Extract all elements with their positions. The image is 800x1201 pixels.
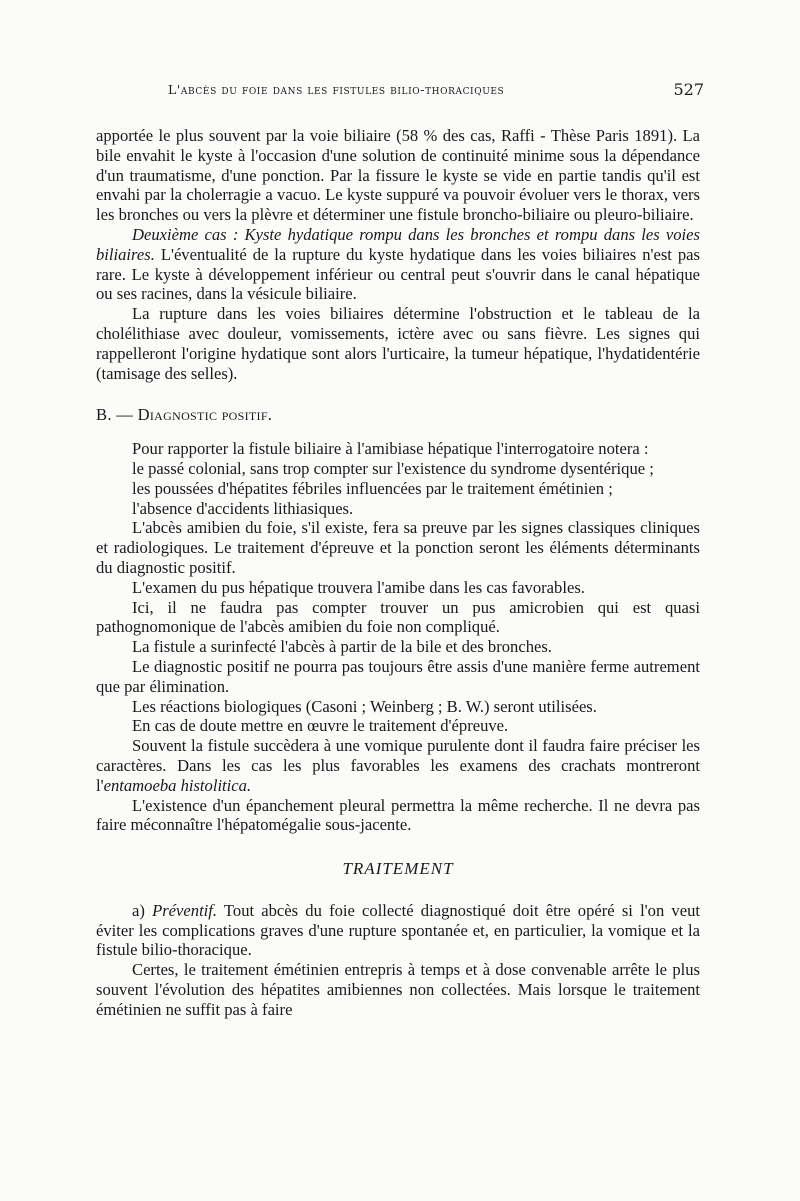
paragraph-deuxieme-cas	[96, 225, 700, 304]
case-text: L'éventualité de la rupture du kyste hydatique dans les voies biliaires n'est pas rare. Le kyste à développement inférieur ou central peut s'ouvrir dans le canal hépatique ou ses racines, dans la vésicule biliaire.	[96, 244, 700, 304]
list-item-passe-colonial: le passé colonial, sans trop compter sur l'existence du syndrome dysentérique ;	[132, 458, 654, 478]
body-text	[96, 126, 700, 1020]
paragraph-reactions: Les réactions biologiques (Casoni ; Weinberg ; B. W.) seront utilisées.	[132, 696, 597, 716]
list-item-poussees: les poussées d'hépatites fébriles influencées par le traitement émétinien ;	[132, 478, 613, 498]
paragraph-elimination: Le diagnostic positif ne pourra pas toujours être assis d'une manière ferme autrement que par élimination.	[96, 656, 700, 696]
paragraph-epanchement: L'existence d'un épanchement pleural permettra la même recherche. Il ne devra pas faire méconnaître l'hépatomégalie sous-jacente.	[96, 795, 700, 835]
case-title: Deuxième cas : Kyste hydatique rompu dans les bronches et rompu dans les voies biliaires.	[96, 224, 700, 264]
page-number: 527	[673, 80, 704, 99]
paragraph-doute: En cas de doute mettre en œuvre le traitement d'épreuve.	[132, 716, 509, 736]
section-heading-diagnostic: B. — Diagnostic positif.	[96, 405, 273, 425]
entamoeba-term: entamoeba histolitica.	[103, 775, 252, 795]
list-item-absence: l'absence d'accidents lithiasiques.	[132, 498, 354, 518]
paragraph-examen-pus: L'examen du pus hépatique trouvera l'amibe dans les cas favorables.	[132, 577, 585, 597]
paragraph-surinfection: La fistule a surinfecté l'abcès à partir de la bile et des bronches.	[132, 637, 552, 657]
preventif-text: Tout abcès du foie collecté diagnostiqué doit être opéré si l'on veut éviter les complications graves d'une rupture spontanée et, en particulier, la vomique et la fistule bilio-thoracique.	[96, 900, 701, 960]
preventif-label: a)	[132, 900, 153, 920]
paragraph-pus-amicrobien: Ici, il ne faudra pas compter trouver un pus amicrobien qui est quasi pathognomonique de l'abcès amibien du foie non compliqué.	[96, 597, 700, 637]
vomique-text: Souvent la fistule succèdera à une vomique purulente dont il faudra faire préciser les caractères. Dans les cas les plus favorables les examens des crachats montreront l'	[96, 736, 700, 795]
running-title: L'abcès du foie dans les fistules bilio-thoraciques	[168, 82, 505, 97]
running-head	[96, 80, 704, 104]
paragraph-interrogatoire: Pour rapporter la fistule biliaire à l'amibiase hépatique l'interrogatoire notera :	[132, 439, 649, 459]
paragraph-preventif	[96, 901, 700, 960]
paragraph-certes: Certes, le traitement émétinien entrepris à temps et à dose convenable arrête le plus souvent l'évolution des hépatites amibiennes non collectées. Mais lorsque le traitement émétinien ne suffit pas à faire	[96, 960, 700, 1019]
paragraph-vomique	[96, 736, 700, 795]
paragraph-rupture: La rupture dans les voies biliaires détermine l'obstruction et le tableau de la cholélithiase avec douleur, vomissements, ictère avec ou sans fièvre. Les signes qui rappelleront l'origine hydatique sont alors l'urticaire, la tumeur hépatique, l'hydatidentérie (tamisage des selles).	[96, 304, 700, 383]
preventif-term: Préventif.	[152, 900, 218, 920]
paragraph-continuation: apportée le plus souvent par la voie biliaire (58 % des cas, Raffi - Thèse Paris 1891). La bile envahit le kyste à l'occasion d'une solution de continuité minime sous la dépendance d'un traumatisme, d'une ponction. Par la fissure le kyste se vide en partie tandis qu'il est envahi par la cholerragie a vacuo. Le kyste suppuré va pouvoir évoluer vers le thorax, vers les bronches ou vers la plèvre et déterminer une fistule broncho-biliaire ou pleuro-biliaire.	[96, 126, 700, 225]
paragraph-abces-amibien: L'abcès amibien du foie, s'il existe, fera sa preuve par les signes classiques cliniques et radiologiques. Le traitement d'épreuve et la ponction seront les éléments déterminants du diagnostic positif.	[96, 518, 700, 577]
section-heading-traitement: TRAITEMENT	[342, 859, 454, 879]
